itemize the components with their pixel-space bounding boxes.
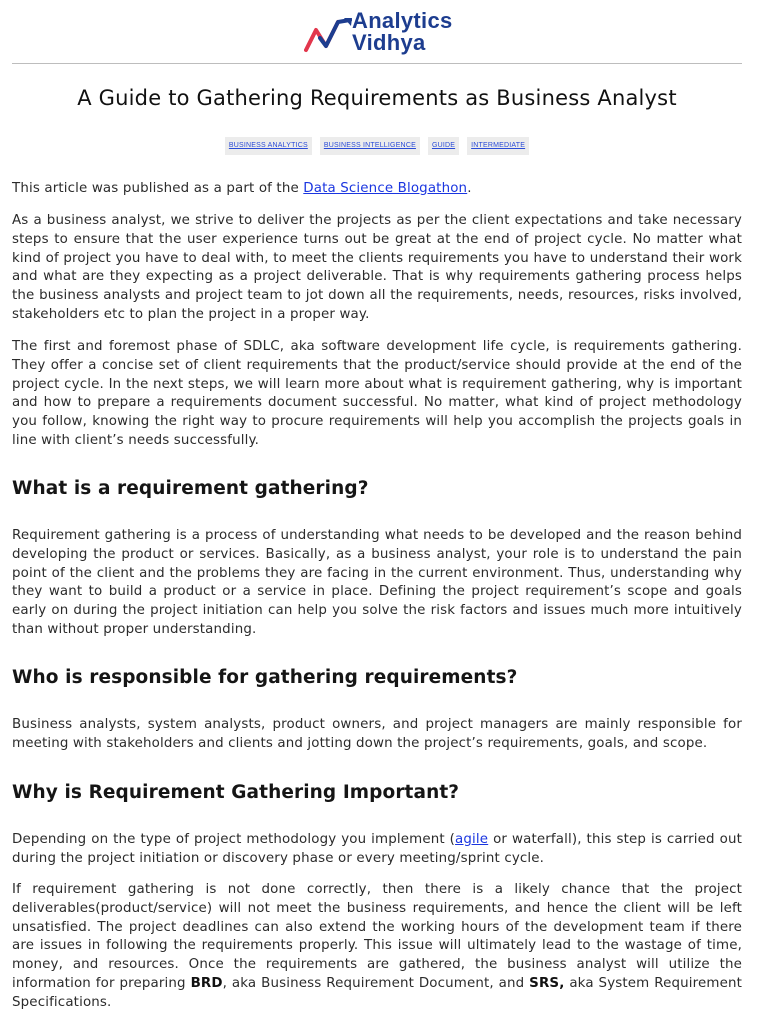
paragraph-2: The first and foremost phase of SDLC, aka software development life cycle, is requirements gathering. They offer a concise set of client requirements that the product/service should provide at the end of the project cycle. In the next steps, we will learn more about what is requirement gathering, why is important and how to prepare a requirements document successful. No matter, what kind of project methodology you follow, knowing the right way to procure requirements will help you accomplish the projects goals in line with client’s needs successfully. — [12, 339, 742, 448]
p6-end: aka System Requirement Specifications. — [12, 975, 742, 1010]
paragraph-3: Requirement gathering is a process of understanding what needs to be developed and the reason behind developing the product or services. Basically, as a business analyst, your role is to understand the pain point of the client and the problems they are facing in the current environment. Thus, understanding why they want to build a product or a service in place. Defining the project requirement’s scope and goals early on during the project initiation can help you solve the risk factors and issues much more intuitively than without proper understanding. — [12, 528, 742, 637]
intro-prefix: This article was published as a part of the — [12, 181, 304, 196]
tag-business-intelligence[interactable]: BUSINESS INTELLIGENCE — [320, 137, 420, 155]
tag-list — [12, 137, 742, 155]
p5-prefix: Depending on the type of project methodology you implement ( — [12, 832, 456, 847]
srs-term: SRS, — [529, 975, 565, 991]
header-divider — [12, 63, 742, 64]
logo-wordmark — [352, 10, 453, 54]
tag-guide[interactable]: GUIDE — [428, 137, 459, 155]
intro-suffix: . — [467, 181, 472, 196]
logo-line2: Vidhya — [352, 30, 426, 55]
logo-line1: Analytics — [352, 8, 453, 33]
intro-paragraph — [12, 180, 742, 199]
analytics-vidhya-logo-icon — [304, 16, 354, 54]
heading-what-is-requirement-gathering: What is a requirement gathering? — [12, 478, 369, 499]
heading-why-important: Why is Requirement Gathering Important? — [12, 782, 460, 803]
p6-mid: , aka Business Requirement Document, and — [222, 975, 530, 991]
heading-who-is-responsible: Who is responsible for gathering requirements? — [12, 667, 518, 688]
site-logo[interactable] — [294, 10, 474, 56]
paragraph-4: Business analysts, system analysts, product owners, and project managers are mainly responsible for meeting with stakeholders and clients and jotting down the project’s requirements, goals, and scope. — [12, 717, 742, 751]
p6-text: If requirement gathering is not done correctly, then there is a likely chance that the project deliverables(product/service) will not meet the business requirements, and hence the client will be left unsatisfied. The project deadlines can also extend the working hours of the development team if there are issues in following the requirements properly. This issue will ultimately lead to the wastage of time, money, and resources. Once the requirements are gathered, the business analyst will utilize the information for preparing — [12, 882, 742, 991]
blogathon-link[interactable]: Data Science Blogathon — [303, 181, 468, 196]
agile-link[interactable]: agile — [455, 832, 489, 847]
tag-intermediate[interactable]: INTERMEDIATE — [467, 137, 529, 155]
p5-suffix: or waterfall), this step is carried out during the project initiation or discovery phase or every meeting/sprint cycle. — [12, 832, 742, 866]
brd-term: BRD — [190, 975, 223, 991]
paragraph-5 — [12, 831, 742, 869]
tag-business-analytics[interactable]: BUSINESS ANALYTICS — [225, 137, 312, 155]
article-title: A Guide to Gathering Requirements as Business Analyst — [77, 86, 677, 110]
paragraph-1: As a business analyst, we strive to deliver the projects as per the client expectations and take necessary steps to ensure that the user experience turns out be great at the end of project cycle. No matter what kind of project you have to deal with, to meet the clients requirements you have to understand their work and what are they expecting as a project deliverable. That is why requirements gathering process helps the business analysts and project team to jot down all the requirements, needs, resources, risks involved, stakeholders etc to plan the project in a proper way. — [12, 213, 742, 322]
paragraph-6 — [12, 881, 742, 1013]
